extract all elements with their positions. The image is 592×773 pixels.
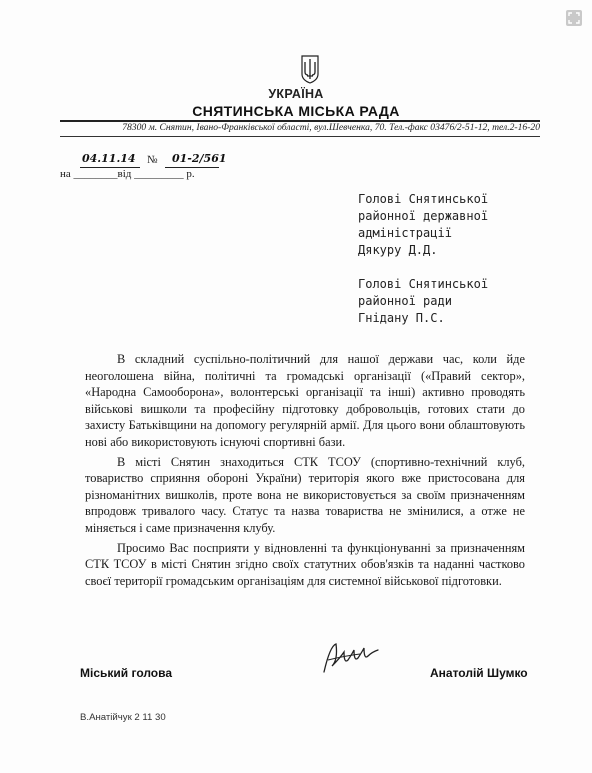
handwritten-number: 01-2/561 [172,152,227,165]
signatory-title: Міський голова [80,666,173,680]
handwritten-signature [318,640,382,676]
number-sign: № [147,154,158,166]
expand-icon[interactable] [566,10,582,26]
signatory-name: Анатолій Шумко [430,666,528,680]
addressee-line: Голові Снятинської [358,192,489,206]
addressee-block-1 [358,191,488,259]
addressee-line: районної ради [358,294,452,308]
addressee-line: адміністрації [358,226,452,240]
body-paragraph: В місті Снятин знаходиться СТК ТСОУ (спортивно-технічний клуб, товариство сприяння обороні України) територія якого вже пристосована для різноманітних вишколів, проте вона не використовується за своїм призначенням впродовж тривалого часу. Статус та назва товариства не змінилися, а отже не міняється і саме призначення клубу. [85,454,525,535]
country-heading: УКРАЇНА [268,87,324,101]
addressee-line: Голові Снятинської [358,277,489,291]
header-rule-thin [60,136,540,137]
addressee-block-2 [358,276,488,327]
letter-body [85,351,525,592]
addressee-line: Гнідану П.С. [358,311,445,325]
executor-note: В.Анатійчук 2 11 30 [80,712,166,723]
body-paragraph: Просимо Вас посприяти у відновленні та функціонуванні за призначенням СТК ТСОУ в місті Снятин згідно своїх статутних обов'язків та наданні частково своєї території громадським організаціям для системної військової підготовки. [85,540,525,588]
addressee-line: районної державної [358,209,489,223]
trident-emblem-icon [300,54,320,84]
handwritten-date: 04.11.14 [82,152,136,165]
body-paragraph: В складний суспільно-політичний для нашої держави час, коли йде неоголошена війна, політичні та громадські організації («Правий сектор», «Народна Самооборона», волонтерські організації та інші) активно проводять військові вишколи та професійну підготовку добровольців, готових стати до захисту Батьківщини на допомогу регулярній армії. Для цього вони облаштовують нові або використовують існуючі спортивні бази. [85,352,525,449]
council-heading: СНЯТИНСЬКА МІСЬКА РАДА [192,103,400,119]
council-address: 78300 м. Снятин, Івано-Франківської області, вул.Шевченка, 70. Тел.-факс 03476/2-51-12, тел.2-16-20 [122,122,540,133]
addressee-line: Дякуру Д.Д. [358,243,438,257]
reference-line: на ________від _________ р. [60,168,195,180]
